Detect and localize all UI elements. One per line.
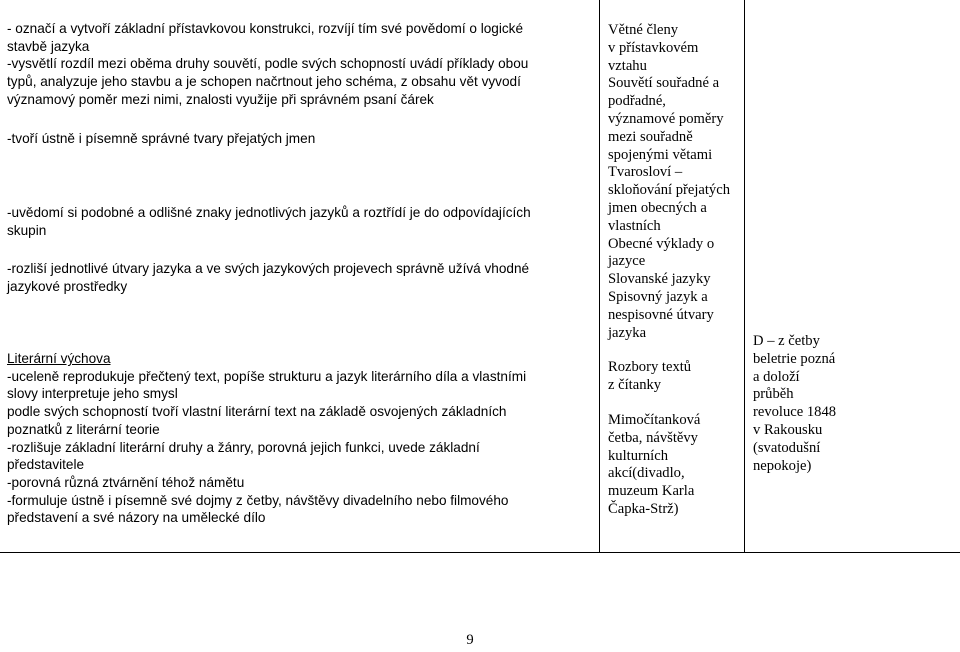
crosscurricular-column	[745, 0, 960, 553]
content-line: Obecné výklady o	[608, 235, 715, 252]
outcome-line: -rozlišuje základní literární druhy a žánry, porovná jejich funkci, uvede základní	[7, 439, 480, 455]
content-line: jmen obecných a	[608, 199, 707, 216]
outcome-line: -vysvětlí rozdíl mezi oběma druhy souvětí, podle svých schopností uvádí příklady obou	[7, 56, 529, 72]
page-number: 9	[466, 632, 474, 648]
note-line: D – z četby	[753, 333, 820, 349]
outcome-line: skupin	[7, 222, 47, 238]
content-line: Slovanské jazyky	[608, 271, 711, 288]
content-line: z čítanky	[608, 377, 662, 394]
content-line: Větné členy	[608, 22, 679, 38]
content-line: mezi souřadně	[608, 128, 693, 145]
outcomes-block-loanwords	[7, 130, 595, 148]
outcome-line: typů, analyzuje jeho stavbu a je schopen načrtnout jeho schéma, z obsahu vět vyvodí	[7, 74, 521, 90]
content-line: jazyce	[608, 253, 646, 270]
note-line: v Rakousku	[753, 421, 823, 438]
outcome-line: stavbě jazyka	[7, 38, 90, 54]
content-line: vlastních	[608, 217, 661, 234]
outcome-line: slovy interpretuje jeho smysl	[7, 386, 178, 402]
content-line: akcí(divadlo,	[608, 465, 685, 482]
note-line: revoluce 1848	[753, 404, 837, 421]
note-line: beletrie pozná	[753, 350, 836, 367]
outcome-line: poznatků z literární teorie	[7, 421, 160, 437]
content-line: Tvarosloví –	[608, 164, 683, 181]
content-line: četba, návštěvy	[608, 429, 698, 446]
content-line: spojenými větami	[608, 146, 713, 163]
outcome-line: významový poměr mezi nimi, znalosti využije při správném psaní čárek	[7, 91, 434, 107]
content-line: skloňování přejatých	[608, 182, 730, 199]
section-heading: Literární výchova	[7, 351, 111, 366]
outcome-line: představení a své názory na umělecké dílo	[7, 510, 266, 526]
content-column	[600, 0, 745, 553]
content-list	[608, 22, 748, 519]
content-line: jazyka	[608, 324, 647, 341]
content-line: podřadné,	[608, 93, 666, 110]
outcomes-block-literature	[7, 350, 595, 527]
content-line: Čapka-Strž)	[608, 500, 679, 517]
outcomes-block-syntax	[7, 20, 595, 109]
outcome-line: -rozliší jednotlivé útvary jazyka a ve svých jazykových projevech správně užívá vhodné	[7, 261, 530, 276]
content-line: kulturních	[608, 447, 668, 464]
content-line: Souvětí souřadné a	[608, 75, 720, 92]
content-line: Mimočítanková	[608, 411, 701, 428]
content-line: v přístavkovém	[608, 39, 699, 56]
outcomes-block-languages	[7, 204, 595, 239]
outcome-line: jazykové prostředky	[7, 278, 128, 294]
outcome-line: podle svých schopností tvoří vlastní literární text na základě osvojených základních	[7, 404, 507, 420]
content-line: vztahu	[608, 57, 647, 74]
content-line: Spisovný jazyk a	[608, 288, 708, 305]
note-line: nepokoje)	[753, 457, 812, 474]
outcome-line: -uvědomí si podobné a odlišné znaky jednotlivých jazyků a roztřídí je do odpovídajících	[7, 205, 531, 220]
outcome-line: -uceleně reprodukuje přečtený text, popíše strukturu a jazyk literárního díla a vlastními	[7, 368, 527, 384]
outcome-line: představitele	[7, 457, 85, 473]
outcome-line: -porovná různá ztvárnění téhož námětu	[7, 474, 245, 490]
content-line: muzeum Karla	[608, 483, 695, 500]
outcome-line: - označí a vytvoří základní přístavkovou konstrukci, rozvíjí tím své povědomí o logické	[7, 21, 524, 36]
crosscurricular-note	[753, 333, 883, 475]
note-line: a doloží	[753, 368, 800, 385]
content-line: nespisovné útvary	[608, 306, 714, 323]
content-line: významové poměry	[608, 110, 724, 127]
content-line: Rozbory textů	[608, 359, 692, 376]
outcome-line: -tvoří ústně i písemně správné tvary přejatých jmen	[7, 131, 316, 146]
note-line: (svatodušní	[753, 439, 821, 456]
outcome-line: -formuluje ústně i písemně své dojmy z četby, návštěvy divadelního nebo filmového	[7, 492, 509, 508]
outcomes-block-registers	[7, 260, 595, 295]
note-line: průběh	[753, 386, 794, 403]
